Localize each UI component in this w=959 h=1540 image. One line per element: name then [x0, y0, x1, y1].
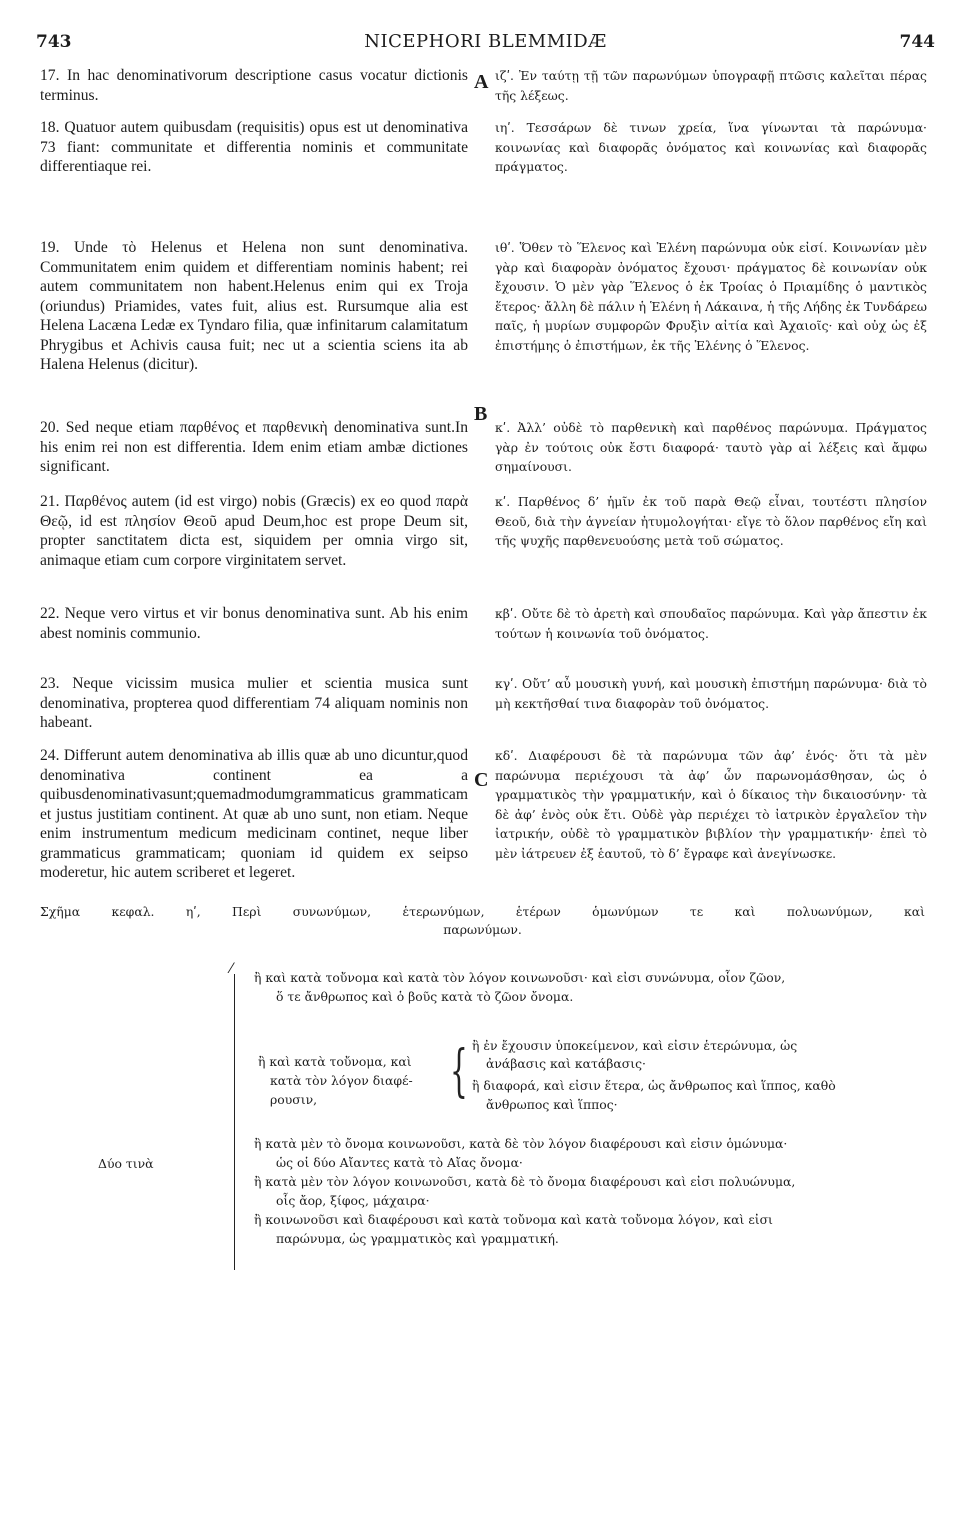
bracket-top-curl: ⁄	[230, 961, 233, 977]
sub-brace: {	[450, 1039, 468, 1104]
greek-paragraph-17: ιζʹ. Ἐν ταύτῃ τῇ τῶν παρωνύμων ὑπογραφῇ πτῶσις καλεῖται πέρας τῆς λέξεως.	[495, 68, 927, 103]
margin-mark-c: C	[474, 769, 489, 791]
sub-heteronyma-line1: ἢ ἐν ἔχουσιν ὑποκείμενον, καὶ εἰσιν ἑτερώνυμα, ὡς	[472, 1038, 798, 1053]
margin-mark-b: B	[474, 403, 488, 425]
page-number-right: 744	[899, 32, 935, 52]
branch-homonyma-line2: ὡς οἱ δύο Αἴαντες κατὰ τὸ Αἴας ὄνομα·	[276, 1155, 523, 1170]
greek-paragraph-23: κγʹ. Οὔτ’ αὖ μουσικὴ γυνή, καὶ μουσικὴ ἐπιστήμη παρώνυμα· διὰ τὸ μὴ κεκτῆσθαί τινα διαφορὰν τοῦ ὀνόματος.	[495, 676, 927, 711]
schema-main-bracket	[234, 974, 235, 1270]
greek-paragraph-21: κʹ. Παρθένος δ’ ἡμῖν ἐκ τοῦ παρὰ Θεῷ εἶναι, τουτέστι πλησίον Θεοῦ, διὰ τὴν ἁγνείαν ἠτυμολογήται· εἴγε τὸ ὅλον παρθένος εἴη καὶ τῆς ψυχῆς παρθενευούσης μετὰ τοῦ σώματος.	[495, 494, 927, 549]
greek-paragraph-18: ιηʹ. Τεσσάρων δὲ τινων χρεία, ἵνα γίνωνται τὰ παρώνυμα· κοινωνίας καὶ διαφορᾶς ὀνόματος καὶ κοινωνίας καὶ διαφορᾶς πράγματος.	[495, 120, 927, 175]
running-title: NICEPHORI BLEMMIDÆ	[364, 31, 607, 52]
latin-paragraph-20: 20. Sed neque etiam παρθένος et παρθενικὴ denominativa sunt.In his enim rei non est differentia. Idem enim etiam ambæ dictiones significant.	[40, 419, 468, 475]
latin-paragraph-24: 24. Differunt autem denominativa ab illis quæ ab uno dicuntur,quod denominativa continent ea a quibusdenominativasunt;quemadmodumgrammaticus grammaticam et justus justitiam continent. At quæ ab uno sunt, non etiam. Neque enim instrumentum medicum medicinam continet, neque liber grammaticus grammaticam; quoniam id quidem ex seipso moderetur, hic autem scriberet et legeret.	[40, 747, 468, 881]
margin-mark-a: A	[474, 71, 489, 93]
page-number-left: 743	[36, 32, 72, 52]
branch-paronyma-line2: παρώνυμα, ὡς γραμματικὸς καὶ γραμματική.	[276, 1231, 559, 1246]
greek-paragraph-24: κδʹ. Διαφέρουσι δὲ τὰ παρώνυμα τῶν ἀφ’ ἑνός· ὅτι τὰ μὲν παρώνυμα περιέχουσι τὰ ἀφ’ ὧν παρωνομάσθησαν, ὡς ὁ γραμματικὸς τὴν γραμματικήν, καὶ ὁ δίκαιος τὴν δικαιοσύνην· τὰ δὲ ἀφ’ ἑνὸς οὐκ ἔτι. Οὐδὲ γὰρ περιέχει τὸ ἰατρικὸν ἐργαλεῖον τὴν ἰατρικήν, οὐδὲ τὸ γραμματικὸν βιβλίον τὴν γραμματικήν· ἐπεὶ τὸ μὲν ἰάτρευεν ἐξ ἑαυτοῦ, τὸ δ’ ἔγραφε καὶ ἀνεγίνωσκε.	[495, 748, 927, 861]
greek-paragraph-19: ιθʹ. Ὅθεν τὸ Ἕλενος καὶ Ἑλένη παρώνυμα οὐκ εἰσί. Κοινωνίαν μὲν γὰρ καὶ διαφορὰν ὀνόματος ἔχουσι· πράγματος δὲ κοινωνίαν οὐκ ἔχουσιν. Ὁ μὲν γὰρ Ἕλενος ὁ ἐκ Τροίας ὁ Πριαμίδης ὁ μαντικὸς ἕτερος· ἄλλη δὲ πάλιν ἡ Ἑλένη ἡ Λάκαινα, ἡ τῆς Λήδης ἐκ Τυνδάρεω παῖς, ἡ μυρίων συμφορῶν Φρυξὶν αἰτία καὶ Ἀχαιοῖς· καὶ οὐχ ὡς ἐξ ἐπιστήμης ὁ ἐπιστήμων, ἐκ τῆς Ἑλένης ὁ Ἕλενος.	[495, 240, 927, 353]
page-header	[36, 30, 935, 56]
sub-hetera-line2: ἄνθρωπος καὶ ἵππος·	[486, 1097, 618, 1112]
latin-paragraph-23: 23. Neque vicissim musica mulier et scientia musica sunt denominativa, propterea quod differentiam 74 aliquam nominis non habeant.	[40, 675, 468, 731]
latin-paragraph-21: 21. Παρθένος autem (id est virgo) nobis (Græcis) ex eo quod παρὰ Θεῷ, id est πλησίον Θεοῦ apud Deum,hoc est prope Deum sit, propter sanctitatem dicta est, siquidem per omnia virgo sit, animaque etiam cum corpore virginitatem servet.	[40, 493, 468, 569]
branch-homonyma-line1: ἢ κατὰ μὲν τὸ ὄνομα κοινωνοῦσι, κατὰ δὲ τὸν λόγον διαφέρουσι καὶ εἰσιν ὁμώνυμα·	[254, 1136, 788, 1151]
schema-title: Σχῆμα κεφαλ. ηʹ, Περὶ συνωνύμων, ἑτερωνύμων, ἑτέρων ὁμωνύμων τε καὶ πολυωνύμων, καὶ	[40, 904, 925, 919]
branch-polyonyma-line1: ἢ κατὰ μὲν τὸν λόγον κοινωνοῦσι, κατὰ δὲ τὸ ὄνομα διαφέρουσι καὶ εἰσι πολυώνυμα,	[254, 1174, 796, 1189]
latin-paragraph-19: 19. Unde τὸ Helenus et Helena non sunt denominativa. Communitatem enim quidem et differentiam nominis habent; rei autem communitatem non habent.Helenus enim qui ex Troja (oriundus) Priamides, vates fuit, alius est. Rursumque alia est Helena Lacæna Ledæ ex Tyndaro filia, quæ infinitarum calamitatum Phrygibus et Achivis causa fuit; nec ut a scientia sciens ita ab Halena Helenus (dicitur).	[40, 239, 468, 373]
latin-paragraph-17: 17. In hac denominativorum descriptione casus vocatur dictionis terminus.	[40, 67, 468, 104]
branch-differ-line2: κατὰ τὸν λόγον διαφέ-	[270, 1073, 413, 1088]
branch-polyonyma-line2: οἷς ἄορ, ξίφος, μάχαιρα·	[276, 1193, 430, 1208]
greek-paragraph-22: κβʹ. Οὔτε δὲ τὸ ἀρετὴ καὶ σπουδαῖος παρώνυμα. Καὶ γὰρ ἄπεστιν ἐκ τούτων ἡ κοινωνία τοῦ ὀνόματος.	[495, 606, 927, 641]
greek-paragraph-20: κʹ. Ἀλλ’ οὐδὲ τὸ παρθενικὴ καὶ παρθένος παρώνυμα. Πράγματος γὰρ ἐν τούτοις οὐκ ἔστι διαφορά· ταυτὸ γὰρ αἱ λέξεις καὶ ἄμφω σημαίνουσι.	[495, 420, 927, 475]
branch-differ-line1: ἢ καὶ κατὰ τοὔνομα, καὶ	[258, 1054, 412, 1069]
branch-differ-line3: ρουσιν,	[270, 1092, 318, 1107]
schema-title-continued: παρωνύμων.	[443, 922, 522, 937]
branch-synonyma-line2: ὅ τε ἄνθρωπος καὶ ὁ βοῦς κατὰ τὸ ζῶον ὄνομα.	[276, 989, 574, 1004]
schema-root: Δύο τινὰ	[98, 1156, 154, 1171]
sub-hetera-line1: ἢ διαφορά, καὶ εἰσιν ἕτερα, ὡς ἄνθρωπος καὶ ἵππος, καθὸ	[472, 1078, 836, 1093]
branch-synonyma-line1: ἢ καὶ κατὰ τοὔνομα καὶ κατὰ τὸν λόγον κοινωνοῦσι· καὶ εἰσι συνώνυμα, οἷον ζῶον,	[254, 970, 786, 985]
branch-paronyma-line1: ἢ κοινωνοῦσι καὶ διαφέρουσι καὶ κατὰ τοὔνομα καὶ κατὰ τοὔνομα λόγον, καὶ εἰσι	[254, 1212, 773, 1227]
latin-paragraph-18: 18. Quatuor autem quibusdam (requisitis) opus est ut denominativa 73 fiant: communitate et differentia nominis et communitate differentiaque rei.	[40, 119, 468, 175]
schema-diagram	[40, 902, 930, 1532]
sub-heteronyma-line2: ἀνάβασις καὶ κατάβασις·	[486, 1056, 646, 1071]
latin-paragraph-22: 22. Neque vero virtus et vir bonus denominativa sunt. Ab his enim abest nominis communio.	[40, 605, 468, 642]
